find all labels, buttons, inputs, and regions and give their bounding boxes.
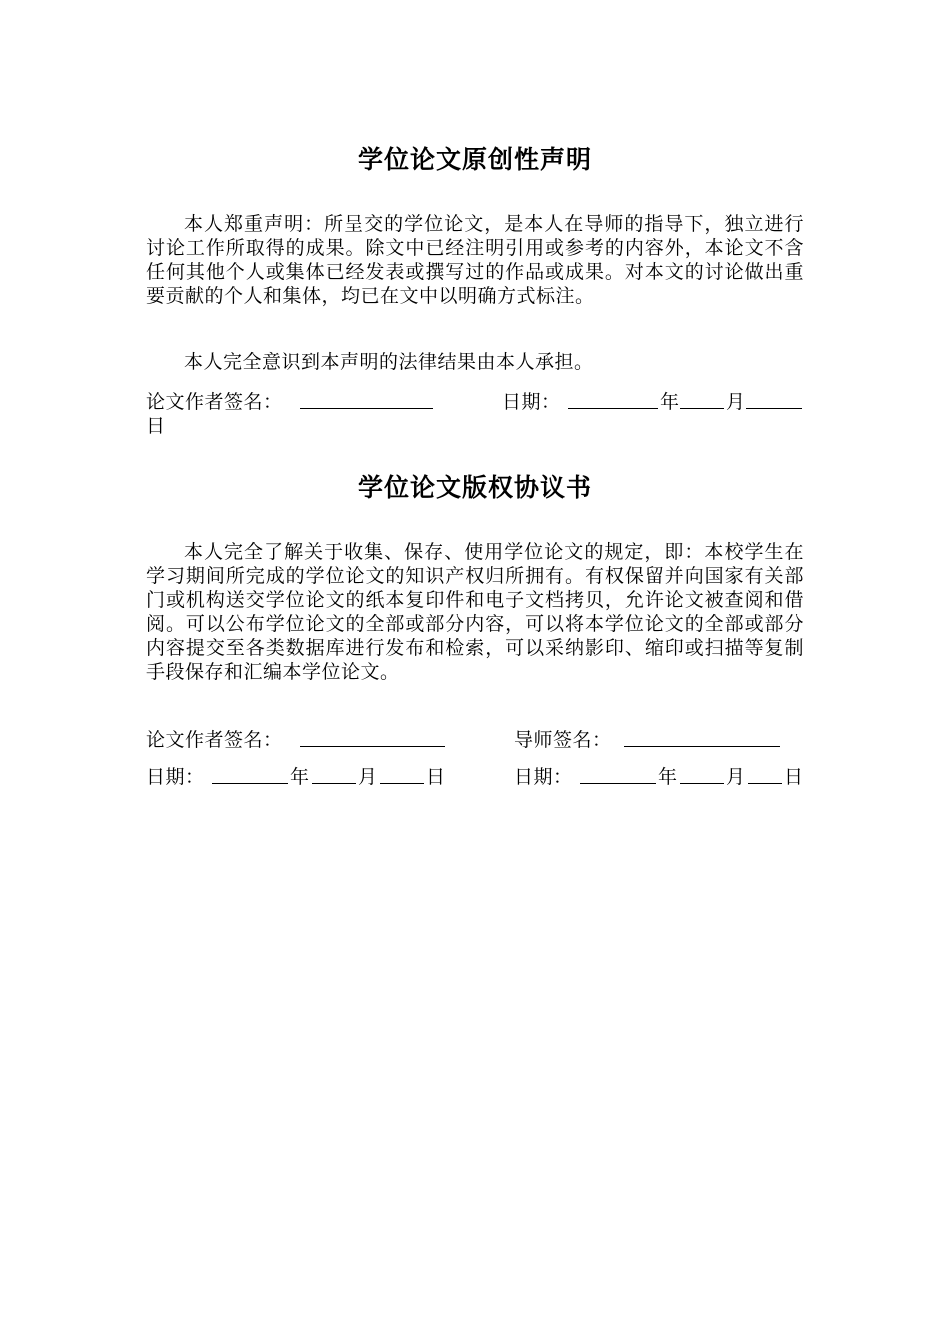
author-day-blank[interactable] [380, 765, 424, 790]
advisor-year-blank[interactable] [580, 765, 656, 790]
advisor-month-label: 月 [726, 766, 746, 788]
advisor-day-label: 日 [784, 766, 804, 788]
declaration-day-line [146, 414, 816, 438]
author-date-label: 日期： [146, 766, 205, 788]
date-label: 日期： [502, 391, 561, 413]
advisor-day-blank[interactable] [748, 765, 782, 790]
agreement-title: 学位论文版权协议书 [357, 473, 592, 502]
author-day-label: 日 [426, 766, 446, 788]
advisor-signature-blank[interactable] [624, 728, 780, 753]
advisor-month-blank[interactable] [680, 765, 724, 790]
month-blank[interactable] [680, 390, 724, 415]
author-year-label: 年 [290, 766, 310, 788]
month-label: 月 [726, 391, 746, 413]
declaration-paragraph: 本人郑重声明：所呈交的学位论文，是本人在导师的指导下，独立进行讨论工作所取得的成果。除文中已经注明引用或参考的内容外，本论文不含任何其他个人或集体已经发表或撰写过的作品或成果。对本文的讨论做出重要贡献的个人和集体，均已在文中以明确方式标注。 [146, 213, 804, 307]
declaration-title: 学位论文原创性声明 [357, 145, 592, 174]
author-signature-blank[interactable] [300, 728, 445, 753]
day-blank[interactable] [746, 390, 802, 415]
advisor-date-label: 日期： [514, 766, 573, 788]
agreement-paragraph: 本人完全了解关于收集、保存、使用学位论文的规定，即：本校学生在学习期间所完成的学位论文的知识产权归所拥有。有权保留并向国家有关部门或机构送交学位论文的纸本复印件和电子文档拷贝，允许论文被查阅和借阅。可以公布学位论文的全部或部分内容，可以将本学位论文的全部或部分内容提交至各类数据库进行发布和检索，可以采纳影印、缩印或扫描等复制手段保存和汇编本学位论文。 [146, 541, 804, 683]
author-signature-label: 论文作者签名： [146, 729, 283, 751]
author-signature-blank[interactable] [300, 390, 433, 415]
advisor-year-label: 年 [658, 766, 678, 788]
author-month-blank[interactable] [312, 765, 356, 790]
advisor-signature-label: 导师签名： [514, 729, 612, 751]
year-blank[interactable] [568, 390, 658, 415]
declaration-responsibility-paragraph: 本人完全意识到本声明的法律结果由本人承担。 [184, 351, 594, 373]
author-year-blank[interactable] [212, 765, 288, 790]
year-label: 年 [660, 391, 680, 413]
author-month-label: 月 [358, 766, 378, 788]
author-signature-label: 论文作者签名： [146, 391, 283, 413]
day-label: 日 [146, 415, 166, 437]
